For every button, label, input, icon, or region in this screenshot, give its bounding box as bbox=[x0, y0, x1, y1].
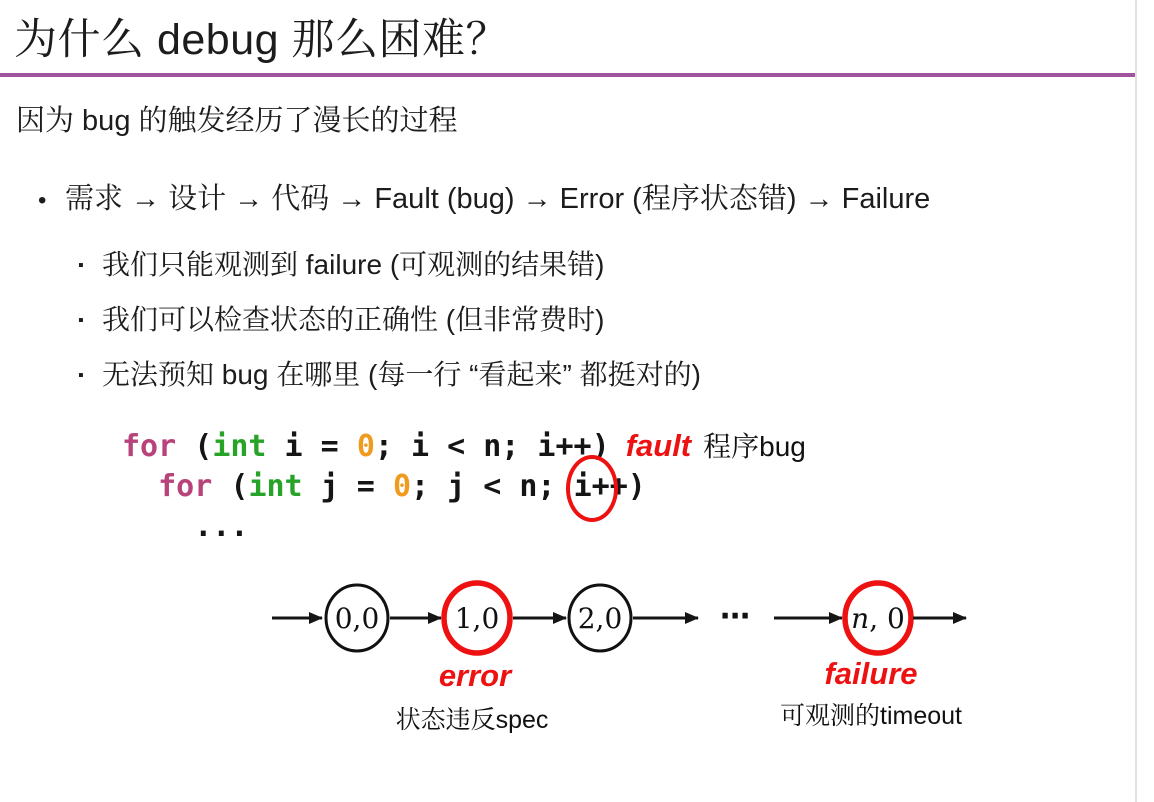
error-caption: 状态违反spec bbox=[395, 706, 549, 734]
intro-text: 因为 bug 的触发经历了漫长的过程 bbox=[16, 105, 458, 137]
square-bullet-icon: ▪ bbox=[78, 312, 84, 329]
process-chain-text: 需求 → 设计 → 代码 → Fault (bug) → Error (程序状态错) → Failure bbox=[65, 183, 931, 215]
state-rest: , 0 bbox=[869, 602, 905, 635]
code-number: 0 bbox=[392, 469, 411, 504]
code-type: int bbox=[212, 429, 267, 464]
code-number: 0 bbox=[356, 429, 375, 464]
code-bug-token: i+ bbox=[573, 469, 610, 504]
code-type: int bbox=[248, 469, 303, 504]
failure-caption: 可观测的timeout bbox=[780, 702, 962, 730]
code-snippet bbox=[122, 426, 806, 547]
code-token: ( bbox=[176, 429, 213, 464]
state-label: 1,0 bbox=[454, 602, 500, 635]
page-title: 为什么 debug 那么困难？ bbox=[14, 16, 509, 64]
ellipsis-dots: ⋯ bbox=[720, 600, 750, 633]
code-token: ; i < n; i++) bbox=[374, 429, 610, 464]
state-label-n bbox=[851, 602, 905, 635]
state-diagram bbox=[252, 580, 1012, 750]
fault-comment: 程序bug bbox=[703, 431, 806, 462]
title-underline bbox=[0, 73, 1136, 77]
code-token: j = bbox=[302, 469, 393, 504]
sub-bullet-check-state bbox=[78, 298, 604, 338]
sub-bullet-text: 我们只能观测到 failure (可观测的结果错) bbox=[102, 249, 605, 280]
code-keyword: for bbox=[122, 469, 213, 504]
code-token: ; j < n; bbox=[411, 469, 574, 504]
failure-label: failure bbox=[824, 656, 918, 691]
error-label: error bbox=[438, 658, 512, 693]
process-chain-bullet bbox=[38, 176, 930, 217]
sub-bullet-observe-failure bbox=[78, 243, 604, 283]
slide-right-edge bbox=[1135, 0, 1137, 802]
sub-bullet-text: 我们可以检查状态的正确性 (但非常费时) bbox=[102, 304, 605, 335]
code-token: ( bbox=[212, 469, 249, 504]
state-label: 2,0 bbox=[577, 602, 623, 635]
state-label: 0,0 bbox=[334, 602, 380, 635]
code-keyword: for bbox=[122, 429, 177, 464]
code-line-1 bbox=[122, 426, 806, 467]
bullet-dot-icon: • bbox=[38, 187, 47, 214]
code-token: +) bbox=[609, 469, 646, 504]
fault-label: fault bbox=[625, 428, 692, 463]
square-bullet-icon: ▪ bbox=[78, 257, 84, 274]
code-token: i = bbox=[266, 429, 357, 464]
code-token: ... bbox=[122, 509, 249, 544]
code-line-2 bbox=[122, 467, 806, 507]
state-var-n: n bbox=[851, 602, 870, 635]
sub-bullet-text: 无法预知 bug 在哪里 (每一行 “看起来” 都挺对的) bbox=[102, 359, 701, 390]
code-line-3 bbox=[122, 507, 806, 547]
sub-bullet-unknown-bug-location bbox=[78, 353, 701, 393]
bug-highlight bbox=[574, 467, 610, 507]
square-bullet-icon: ▪ bbox=[78, 367, 84, 384]
